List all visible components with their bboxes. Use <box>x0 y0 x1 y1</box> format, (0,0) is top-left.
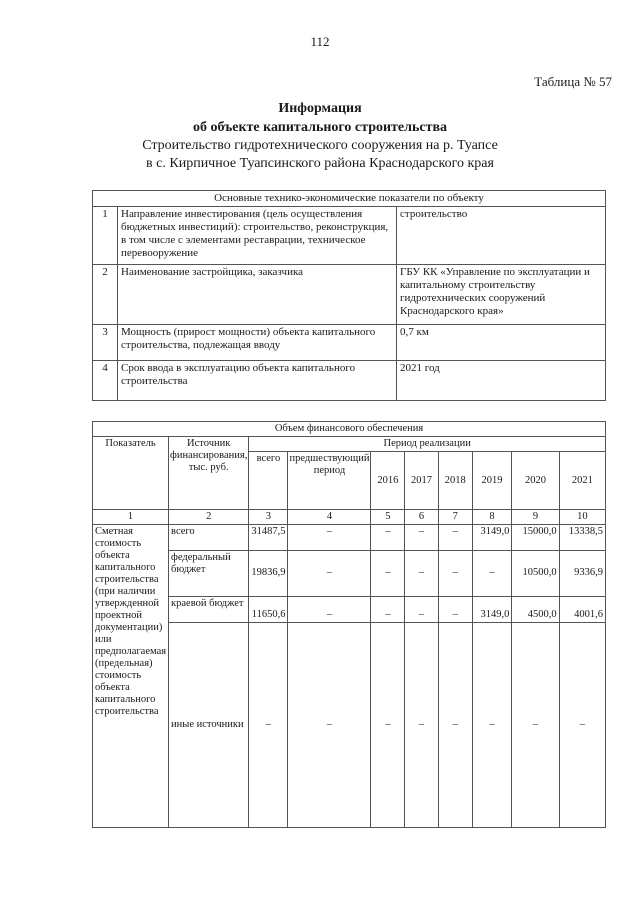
col-number: 6 <box>405 510 439 525</box>
value-cell: – <box>405 597 439 623</box>
col-year: 2021 <box>559 452 605 510</box>
value-cell: 13338,5 <box>559 525 605 551</box>
value-cell: – <box>438 597 472 623</box>
value-cell: – <box>371 597 405 623</box>
value-cell: – <box>405 525 439 551</box>
table-row <box>93 623 606 828</box>
indicator-label: Направление инвестирования (цель осуществления бюджетных инвестиций): строительство, реконструкция, в том числе с элементами реставрации, техническое перевооружение <box>118 207 397 265</box>
value-cell: – <box>288 623 371 828</box>
doc-subtitle: об объекте капитального строительства <box>192 120 448 135</box>
col-year: 2020 <box>512 452 559 510</box>
value-cell: – <box>249 623 288 828</box>
value-cell: 11650,6 <box>249 597 288 623</box>
indicator-value: ГБУ КК «Управление по эксплуатации и капитальному строительству гидротехнических сооружений Краснодарского края» <box>397 265 606 325</box>
col-number: 2 <box>169 510 249 525</box>
col-year: 2016 <box>371 452 405 510</box>
col-number: 9 <box>512 510 559 525</box>
col-indicator: Показатель <box>93 437 169 510</box>
value-cell: – <box>371 550 405 596</box>
value-cell: 9336,9 <box>559 550 605 596</box>
indicator-value: строительство <box>397 207 606 265</box>
indicator-text: Сметная стоимость объекта капитального строительства (при наличии утвержденной проектной документации) или предполагаемая (предельная) стоимость объекта капитального строительства <box>93 525 169 828</box>
column-numbers-row <box>93 510 606 525</box>
value-cell: – <box>472 550 512 596</box>
value-cell: 4001,6 <box>559 597 605 623</box>
col-number: 3 <box>249 510 288 525</box>
indicator-value: 2021 год <box>397 361 606 401</box>
indicator-label: Наименование застройщика, заказчика <box>118 265 397 325</box>
value-cell: 10500,0 <box>512 550 559 596</box>
value-cell: – <box>438 525 472 551</box>
value-cell: – <box>438 623 472 828</box>
table-label: Таблица № 57 <box>534 74 612 89</box>
col-source: Источник финансирования, тыс. руб. <box>169 437 249 510</box>
value-cell: 31487,5 <box>249 525 288 551</box>
finance-header: Объем финансового обеспечения <box>93 422 606 437</box>
col-year: 2019 <box>472 452 512 510</box>
table-row <box>93 325 606 361</box>
value-cell: 19836,9 <box>249 550 288 596</box>
row-number: 1 <box>93 207 118 265</box>
value-cell: – <box>288 597 371 623</box>
col-number: 10 <box>559 510 605 525</box>
value-cell: – <box>371 525 405 551</box>
indicator-value: 0,7 км <box>397 325 606 361</box>
value-cell: – <box>438 550 472 596</box>
doc-title: Информация <box>278 101 362 116</box>
col-number: 1 <box>93 510 169 525</box>
indicator-label: Срок ввода в эксплуатацию объекта капитального строительства <box>118 361 397 401</box>
page-number: 112 <box>310 34 330 49</box>
value-cell: 15000,0 <box>512 525 559 551</box>
value-cell: 4500,0 <box>512 597 559 623</box>
value-cell: – <box>472 623 512 828</box>
value-cell: – <box>288 550 371 596</box>
value-cell: – <box>559 623 605 828</box>
value-cell: – <box>371 623 405 828</box>
col-year: 2017 <box>405 452 439 510</box>
row-number: 2 <box>93 265 118 325</box>
value-cell: 3149,0 <box>472 597 512 623</box>
source-label: федеральный бюджет <box>169 550 249 596</box>
object-name-line2: в с. Кирпичное Туапсинского района Краснодарского края <box>146 156 494 171</box>
indicators-table <box>92 190 606 401</box>
value-cell: – <box>405 550 439 596</box>
source-label: краевой бюджет <box>169 597 249 623</box>
finance-table <box>92 421 606 828</box>
col-prev-period: предшествующий период <box>288 452 371 510</box>
table-row <box>93 550 606 596</box>
col-period: Период реализации <box>249 437 606 452</box>
indicator-label: Мощность (прирост мощности) объекта капитального строительства, подлежащая вводу <box>118 325 397 361</box>
row-number: 3 <box>93 325 118 361</box>
value-cell: – <box>288 525 371 551</box>
value-cell: – <box>405 623 439 828</box>
table-row <box>93 207 606 265</box>
value-cell: – <box>512 623 559 828</box>
col-number: 7 <box>438 510 472 525</box>
source-label: всего <box>169 525 249 551</box>
table-row <box>93 265 606 325</box>
table-row <box>93 597 606 623</box>
table-row <box>93 361 606 401</box>
table-row <box>93 525 606 551</box>
col-number: 8 <box>472 510 512 525</box>
value-cell: 3149,0 <box>472 525 512 551</box>
col-number: 5 <box>371 510 405 525</box>
col-total: всего <box>249 452 288 510</box>
col-number: 4 <box>288 510 371 525</box>
indicators-header: Основные технико-экономические показатели по объекту <box>93 191 606 207</box>
source-label: иные источники <box>169 623 249 828</box>
row-number: 4 <box>93 361 118 401</box>
col-year: 2018 <box>438 452 472 510</box>
object-name-line1: Строительство гидротехнического сооружения на р. Туапсе <box>142 138 498 153</box>
